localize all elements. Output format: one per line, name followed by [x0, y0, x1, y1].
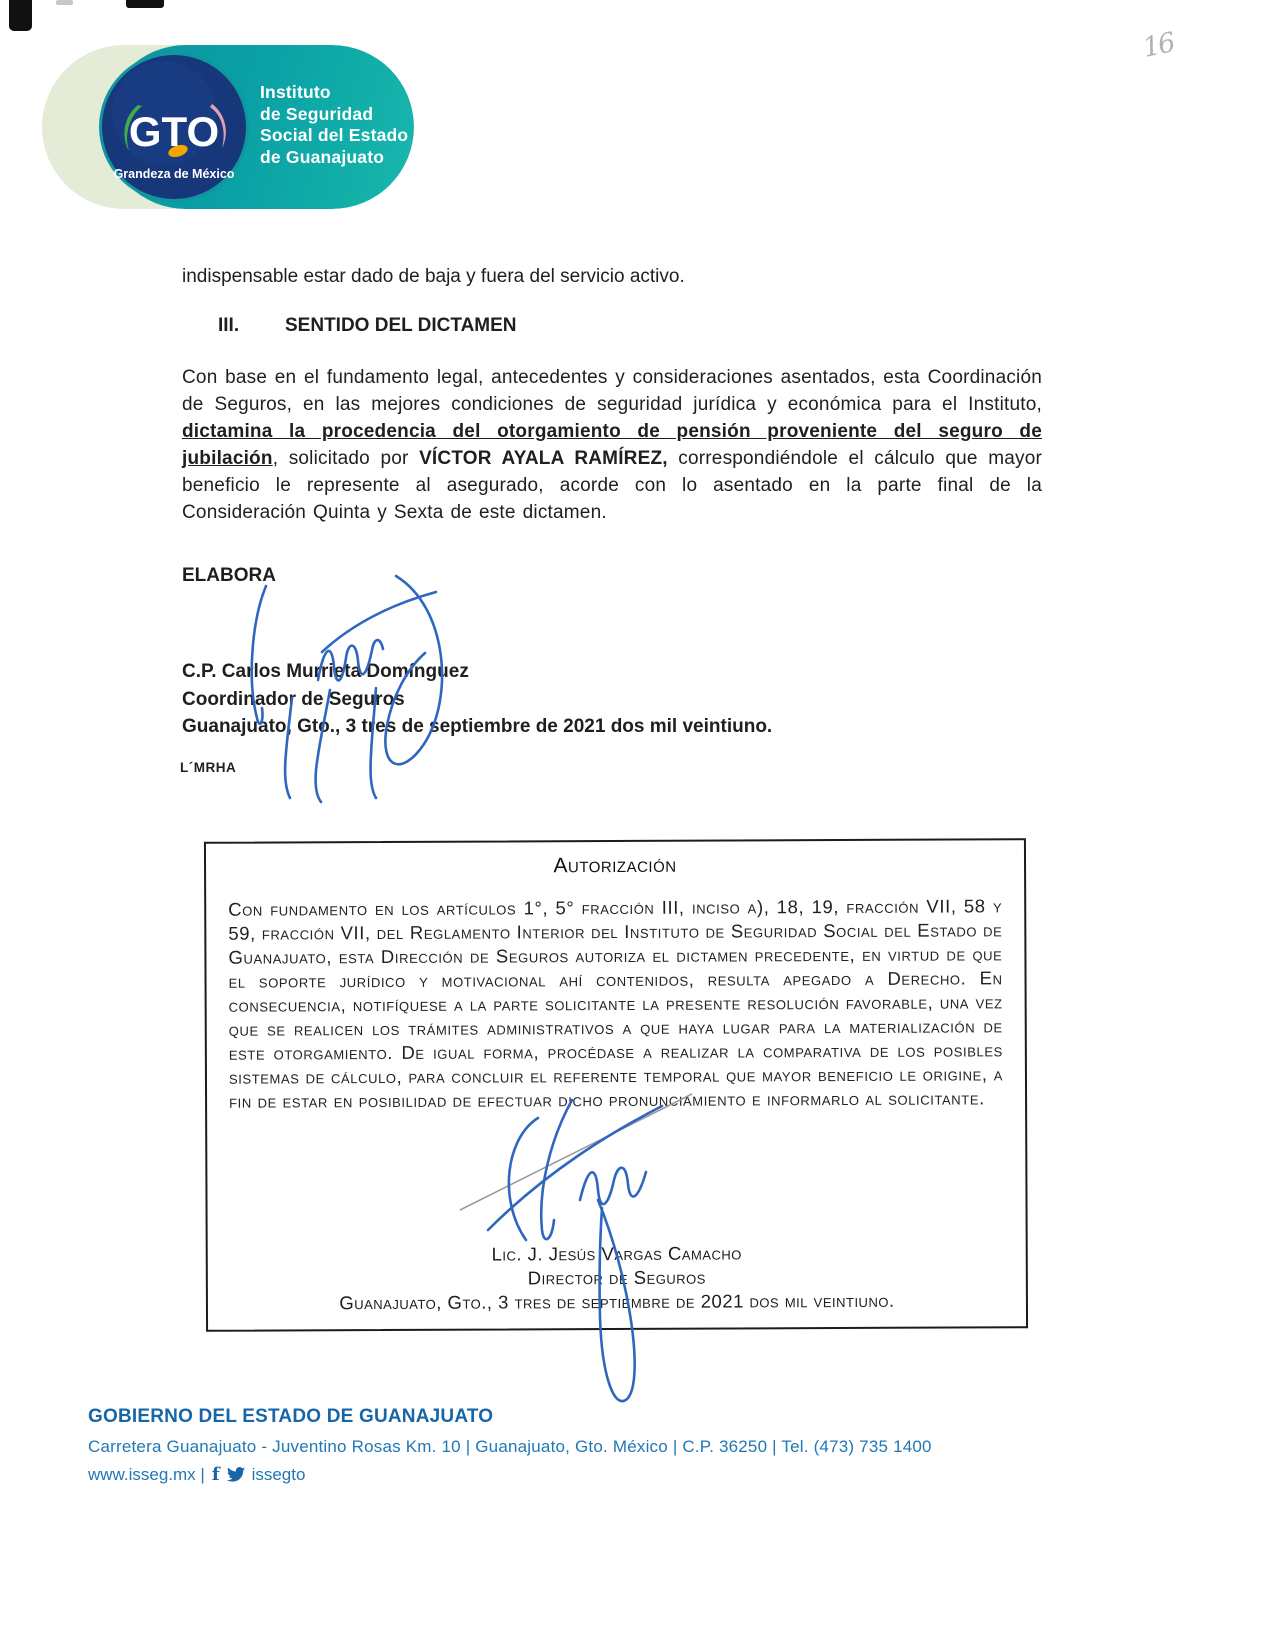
- coordinator-name: C.P. Carlos Murrieta Domínguez: [182, 661, 469, 682]
- intro-line: indispensable estar dado de baja y fuera del servicio activo.: [182, 266, 685, 287]
- coordinator-title: Coordinador de Seguros: [182, 688, 405, 710]
- facebook-icon: f: [211, 1464, 220, 1485]
- twitter-icon: [227, 1467, 245, 1482]
- org-line-4: de Guanajuato: [260, 146, 385, 167]
- coordinator-block: [182, 658, 772, 741]
- scan-artifact-smudge: [56, 0, 73, 5]
- clerk-initials: L´MRHA: [180, 760, 237, 775]
- logo-tagline: Grandeza de México: [113, 167, 235, 181]
- paragraph-applicant-name: VÍCTOR AYALA RAMÍREZ,: [419, 448, 668, 469]
- elabora-label: ELABORA: [182, 565, 276, 586]
- authorization-body: Con fundamento en los artículos 1°, 5° fracción III, inciso a), 18, 19, fracción VII, 58 y 59, fracción VII, del Reglamento Interior del Instituto de Seguridad Social del Estado de Guanajuato, esta Dirección de Seguros autoriza el dictamen precedente, en virtud de que el soporte jurídico y motivacional ahí contenidos, resulta apegado a Derecho. En consecuencia, notifíquese a la parte solicitante la presente resolución favorable, una vez que se realicen los trámites administrativos a que haya lugar para la materialización de este otorgamiento. De igual forma, procédase a realizar la comparativa de los posibles sistemas de cálculo, para concluir el referente temporal que mayor beneficio le origine, a fin de estar en posibilidad de efectuar dicho pronunciamiento e informarlo al solicitante.: [228, 895, 1004, 1112]
- coordinator-dateline: Guanajuato, Gto., 3 tres de septiembre de 2021 dos mil veintiuno.: [182, 716, 773, 737]
- footer-web-line: [88, 1464, 932, 1485]
- paragraph-part3: correspondiéndole el cálculo que mayor beneficio le represente al asegurado, acorde con lo asentado en la parte final de la Consideración Quinta y Sexta de este dictamen.: [182, 448, 1042, 523]
- authorization-box: [204, 838, 1028, 1332]
- footer: [88, 1406, 932, 1485]
- paragraph-part1: Con base en el fundamento legal, antecedentes y consideraciones asentados, esta Coordinación de Seguros, en las mejores condiciones de seguridad jurídica y económica para el Instituto,: [182, 367, 1042, 415]
- section-number: III.: [218, 315, 240, 336]
- paragraph-part2: , solicitado por: [272, 448, 420, 469]
- director-block: [208, 1240, 1026, 1316]
- authorization-title: Autorización: [553, 853, 677, 878]
- section-heading: [218, 315, 517, 337]
- org-name-block: [260, 82, 408, 168]
- isseg-logo: [42, 45, 414, 209]
- org-line-3: Social del Estado: [260, 125, 409, 145]
- section-title: SENTIDO DEL DICTAMEN: [285, 315, 517, 336]
- gto-emblem: [98, 51, 250, 203]
- org-line-1: Instituto: [260, 82, 331, 102]
- scan-artifact-square: [9, 0, 32, 31]
- main-paragraph: [182, 364, 1042, 526]
- footer-address: Carretera Guanajuato - Juventino Rosas Km. 10 | Guanajuato, Gto. México | C.P. 36250 | Tel. (473) 735 1400: [88, 1437, 932, 1456]
- scan-artifact-dash: [126, 0, 164, 8]
- footer-government: GOBIERNO DEL ESTADO DE GUANAJUATO: [88, 1406, 494, 1427]
- director-title: Director de Seguros: [527, 1266, 706, 1289]
- director-dateline: Guanajuato, Gto., 3 tres de septiembre de 2021 dos mil veintiuno.: [339, 1289, 895, 1314]
- org-line-2: de Seguridad: [260, 103, 374, 124]
- footer-social-handle: issegto: [251, 1464, 306, 1484]
- paragraph-bold-underline: dictamina la procedencia del otorgamiento de pensión proveniente del seguro de jubilación: [182, 421, 1042, 469]
- gto-acronym: GTO: [128, 108, 220, 155]
- handwritten-page-number: 16: [1140, 27, 1177, 64]
- footer-website: www.isseg.mx |: [88, 1464, 205, 1484]
- director-name: Lic. J. Jesús Vargas Camacho: [491, 1242, 742, 1265]
